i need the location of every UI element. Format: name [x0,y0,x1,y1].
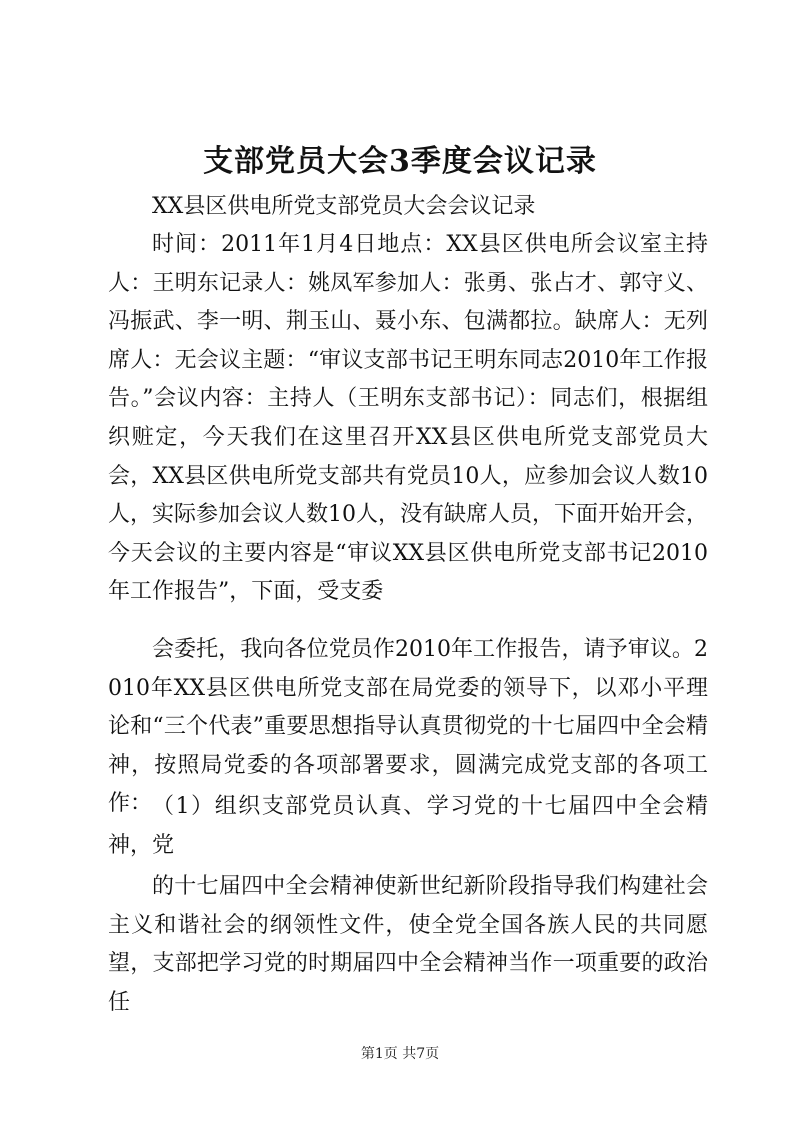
document-title: 支部党员大会3季度会议记录 [203,144,597,179]
paragraph-item-one-body: 的十七届四中全会精神使新世纪新阶段指导我们构建社会主义和谐社会的纲领性文件，使全党全国各族人民的共同愿望，支部把学习党的时期届四中全会精神当作一项重要的政治任 [108,874,708,1015]
paragraph-work-report: 会委托，我向各位党员作2010年工作报告，请予审议。2010年XX县区供电所党支部在局党委的领导下，以邓小平理论和“三个代表”重要思想指导认真贯彻党的十七届四中全会精神，按照局党委的各项部署要求，圆满完成党支部的各项工作： [108,637,708,817]
paragraph-heading-line: XX县区供电所党支部党员大会会议记录 [152,194,536,219]
page-footer: 第1页 共7页 [360,1046,440,1062]
paragraph-meeting-details: 时间：2011年1月4日地点：XX县区供电所会议室主持人：王明东记录人：姚凤军参加人：张勇、张占才、郭守义、冯振武、李一明、荆玉山、聂小东、包满都拉。缺席人：无列席人：无会议主题：“审议支部书记王明东同志2010年工作报告。”会议内容：主持人（王明东支部书记）：同志们，根据组织赃定，今天我们在这里召开XX县区供电所党支部党员大会，XX县区供电所党支部共有党员10人，应参加会议人数10人，实际参加会议人数10人，没有缺席人员，下面开始开会，今天会议的主要内容是“审议XX县区供电所党支部书记2010年工作报告”，下面，受支委 [108,232,708,605]
paragraph-item-one: （1）组织支部党员认真、学习党的十七届四中全会精神，党 [108,794,708,858]
